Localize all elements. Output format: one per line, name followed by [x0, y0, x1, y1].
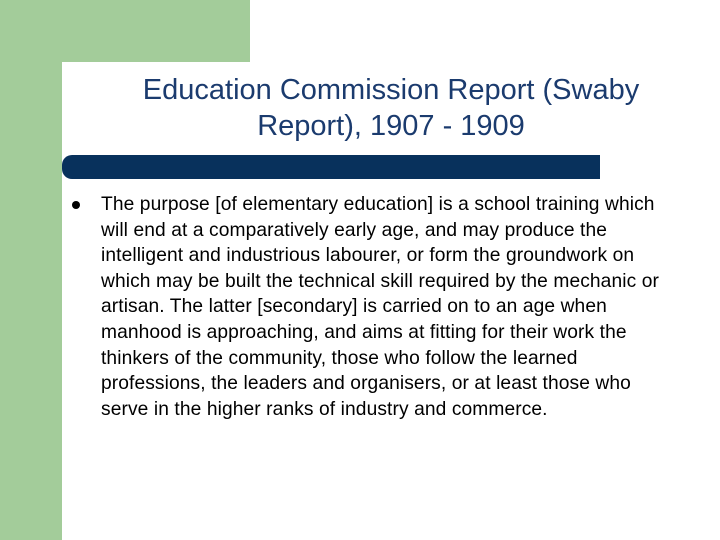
bullet-text: The purpose [of elementary education] is a school training which will end at a comparatively early age, and may produce the intelligent and industrious labourer, or form the groundwork on which may be built the technical skill required by the mechanic or artisan. The latter [secondary] is carried on to an age when manhood is approaching, and aims at fitting for their work the thinkers of the community, those who follow the learned professions, the leaders and organisers, or at least those who serve in the higher ranks of industry and commerce.	[101, 194, 659, 420]
slide-title-line-2: Report), 1907 - 1909	[257, 110, 525, 142]
decorative-green-left-strip	[0, 0, 62, 540]
slide-title-line-1: Education Commission Report (Swaby	[142, 74, 640, 106]
slide-title	[62, 72, 720, 144]
title-underline-bar	[62, 155, 600, 179]
bullet-dot-icon	[72, 201, 80, 209]
